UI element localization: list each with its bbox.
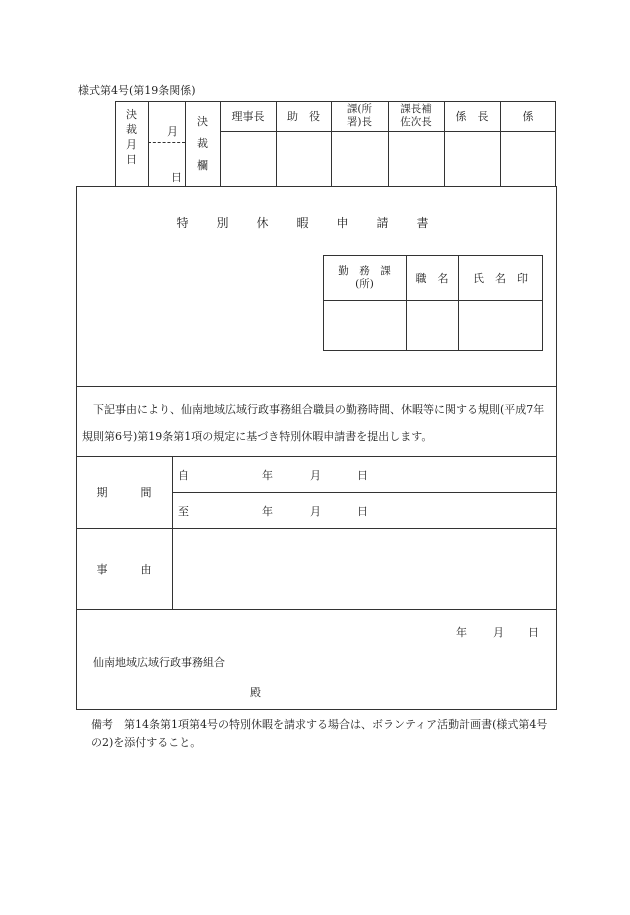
role-staff: 係: [522, 110, 534, 123]
decision-column-label: 決 裁 欄: [197, 115, 208, 172]
form-reference: 様式第4号(第19条関係): [78, 84, 196, 97]
role-deputy: 助 役: [287, 110, 320, 123]
reason-label: 事 由: [96, 562, 152, 576]
recipient-organization: 仙南地域広域行政事務組合: [93, 656, 225, 669]
role-subsection-chief: 係 長: [455, 110, 489, 123]
role-section-chief: 課(所 署)長: [346, 103, 373, 128]
period-label: 期 間: [96, 486, 152, 499]
role-assistant-chief: 課長補 佐次長: [400, 103, 432, 128]
header-name-seal: 氏 名 印: [473, 271, 528, 285]
date-year: 年: [456, 626, 467, 639]
decision-date-label: 決 裁 月 日: [126, 108, 137, 166]
period-to-year: 年: [262, 505, 273, 518]
date-day: 日: [528, 626, 539, 639]
form-title: 特別休暇申請書: [176, 216, 457, 230]
day-label: 日: [171, 171, 182, 184]
note-label: 備考: [91, 718, 113, 731]
approval-block: [115, 101, 556, 186]
period-to-label: 至: [178, 505, 189, 518]
department-field[interactable]: [324, 301, 406, 350]
header-department: 勤 務 課 (所): [338, 264, 391, 290]
name-seal-field[interactable]: [459, 301, 542, 350]
role-chairman: 理事長: [231, 110, 265, 123]
statement-text: 下記事由により、仙南地域広域行政事務組合職員の勤務時間、休暇等に関する規則(平成7年規則第6号)第19条第1項の規定に基づき特別休暇申請書を提出します。: [82, 403, 545, 443]
month-label: 月: [167, 125, 178, 138]
date-month: 月: [493, 626, 504, 639]
honorific: 殿: [250, 686, 261, 699]
note-text: 第14条第1項第4号の特別休暇を請求する場合は、ボランティア活動計画書(様式第4号の2)を添付すること。: [91, 718, 548, 749]
period-to-day: 日: [357, 505, 368, 518]
header-position: 職 名: [415, 271, 449, 285]
period-from-year: 年: [262, 469, 273, 482]
period-from-label: 自: [178, 469, 189, 482]
period-from-month: 月: [310, 469, 321, 482]
note: [91, 716, 551, 752]
position-field[interactable]: [407, 301, 458, 350]
reason-field[interactable]: [174, 530, 555, 608]
applicant-table: [323, 255, 543, 351]
period-to-month: 月: [310, 505, 321, 518]
period-from-day: 日: [357, 469, 368, 482]
